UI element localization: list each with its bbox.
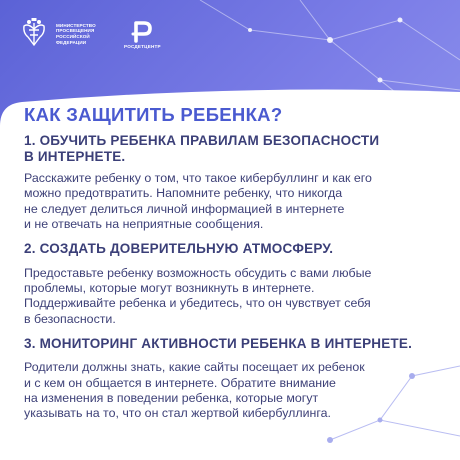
content-card <box>0 86 460 460</box>
rosdetcenter-r-icon <box>131 19 153 43</box>
header <box>18 14 161 54</box>
text-line: не следует делиться личной информацией в интернете <box>24 201 345 216</box>
text-line: проблемы, которые могут возникнуть в интернете. <box>24 280 315 295</box>
ministry-line-1: МИНИСТЕРСТВО <box>56 22 96 28</box>
heading-line: В ИНТЕРНЕТЕ. <box>24 148 126 164</box>
rosdetcenter-label: РОСДЕТЦЕНТР <box>124 44 161 49</box>
page-title: КАК ЗАЩИТИТЬ РЕБЕНКА? <box>24 104 283 125</box>
heading-line: 1. ОБУЧИТЬ РЕБЕНКА ПРАВИЛАМ БЕЗОПАСНОСТИ <box>24 133 380 148</box>
ministry-line-3: РОССИЙСКОЙ <box>56 34 90 39</box>
heading-line: 3. МОНИТОРИНГ АКТИВНОСТИ РЕБЕНКА В ИНТЕРНЕТЕ. <box>24 335 413 351</box>
coat-of-arms-icon <box>18 17 50 51</box>
ministry-line-2: ПРОСВЕЩЕНИЯ <box>56 28 95 34</box>
ministry-logo <box>18 17 106 51</box>
card-network-decoration <box>0 86 460 460</box>
text-line: Предоставьте ребенку возможность обсудить с вами любые <box>24 265 372 280</box>
text-line: и с кем он общается в интернете. Обратите внимание <box>24 375 336 390</box>
text-line: можно предотвратить. Напомните ребенку, что никогда <box>24 186 343 201</box>
text-line: и не отвечать на неприятные сообщения. <box>24 216 264 231</box>
text-line: указывать на то, что он стал жертвой кибербуллинга. <box>24 406 331 421</box>
rosdetcenter-logo <box>124 19 161 49</box>
text-line: на изменения в поведении ребенка, которые могут <box>24 390 319 405</box>
ministry-line-4: ФЕДЕРАЦИИ <box>56 39 87 45</box>
heading-line: 2. СОЗДАТЬ ДОВЕРИТЕЛЬНУЮ АТМОСФЕРУ. <box>24 241 334 257</box>
text-line: Родители должны знать, какие сайты посещает их ребенок <box>24 360 365 375</box>
text-line: Поддерживайте ребенка и убедитесь, что он чувствует себя <box>24 296 371 311</box>
text-line: Расскажите ребенку о том, что такое кибербуллинг и как его <box>24 171 372 185</box>
ministry-name <box>56 23 106 45</box>
text-line: в безопасности. <box>24 311 116 326</box>
